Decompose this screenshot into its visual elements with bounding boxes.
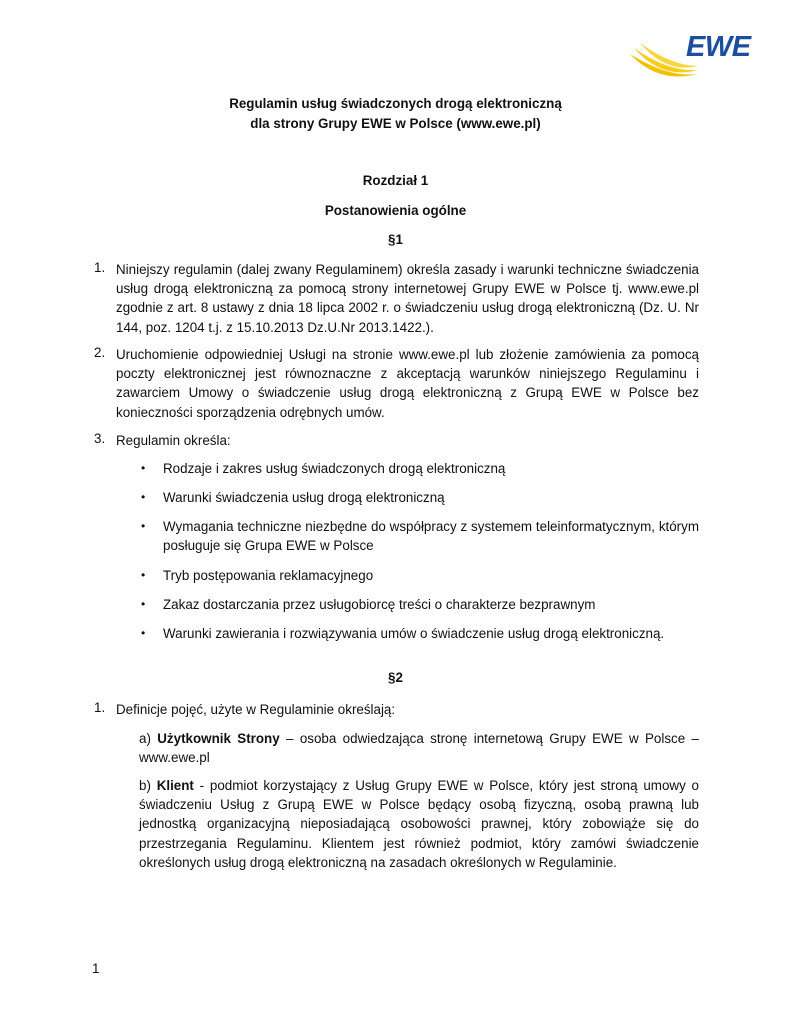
bullet-item: Warunki świadczenia usług drogą elektroniczną <box>163 490 445 505</box>
ewe-logo-text: EWE <box>686 31 751 63</box>
definition-text: – osoba odwiedzająca stronę internetową Grupy EWE w Polsce – www.ewe.pl <box>139 731 699 766</box>
list-item-number: 3. <box>94 431 106 446</box>
bullet-item: Zakaz dostarczania przez usługobiorcę treści o charakterze bezprawnym <box>163 597 596 612</box>
list-item-number: 2. <box>94 345 106 360</box>
definition-user <box>139 729 699 767</box>
section-1-item-1: Niniejszy regulamin (dalej zwany Regulaminem) określa zasady i warunki techniczne świadczenia usług drogą elektroniczną za pomocą strony internetowej Grupy EWE w Polsce tj. www.ewe.pl zgodnie z art. 8 ustawy z dnia 18 lipca 2002 r. o świadczeniu usług drogą elektroniczną (Dz. U. Nr 144, poz. 1204 t.j. z 15.10.2013 Dz.U.Nr 2013.1422.). <box>116 262 699 335</box>
bullet-item: Warunki zawierania i rozwiązywania umów o świadczenie usług drogą elektroniczną. <box>163 626 665 641</box>
list-item-number: 1. <box>94 260 106 275</box>
bullet-icon: • <box>141 597 146 611</box>
definition-text: - podmiot korzystający z Usług Grupy EWE w Polsce, który jest stroną umowy o świadczeniu Usług z Grupą EWE w Polsce będący osobą fizyczną, osobą prawną lub jednostką organizacyjną nieposiadającą osobowości prawnej, który zobowiąże się do przestrzegania Regulaminu. Klientem jest również podmiot, który zamówi świadczenie określonych usług drogą elektroniczną na zasadach określonych w Regulaminie. <box>139 778 699 870</box>
bullet-item: Rodzaje i zakres usług świadczonych drogą elektroniczną <box>163 461 506 476</box>
definition-term: Użytkownik Strony <box>157 731 280 746</box>
section-2-item-1: Definicje pojęć, użyte w Regulaminie określają: <box>116 702 396 717</box>
bullet-item: Wymagania techniczne niezbędne do współpracy z systemem teleinformatycznym, którym posługuje się Grupa EWE w Polsce <box>163 519 699 554</box>
bullet-icon: • <box>141 519 146 533</box>
definition-term: Klient <box>156 778 194 793</box>
document-title-line-1: Regulamin usług świadczonych drogą elektroniczną <box>229 96 562 111</box>
list-item-number: 1. <box>94 700 106 715</box>
section-1-item-2: Uruchomienie odpowiedniej Usługi na stronie www.ewe.pl lub złożenie zamówienia za pomocą poczty elektronicznej jest równoznaczne z akceptacją warunków niniejszego Regulaminu i zawarciem Umowy o świadczenie usług drogą elektroniczną z Grupą EWE w Polsce bez konieczności sporządzenia odrębnych umów. <box>116 347 699 420</box>
page-number: 1 <box>92 961 100 976</box>
bullet-icon: • <box>141 568 146 582</box>
section-1-item-3: Regulamin określa: <box>116 433 231 448</box>
section-1-sign: §1 <box>388 232 403 247</box>
bullet-item: Tryb postępowania reklamacyjnego <box>163 568 374 583</box>
bullet-icon: • <box>141 626 146 640</box>
chapter-label: Rozdział 1 <box>362 173 429 188</box>
definition-prefix: b) <box>139 778 157 793</box>
definition-prefix: a) <box>139 731 158 746</box>
bullet-icon: • <box>141 490 146 504</box>
bullet-icon: • <box>141 461 146 475</box>
definition-client <box>139 776 699 872</box>
chapter-name: Postanowienia ogólne <box>324 203 467 218</box>
document-title-line-2: dla strony Grupy EWE w Polsce (www.ewe.pl) <box>250 116 541 131</box>
section-2-sign: §2 <box>388 670 403 685</box>
